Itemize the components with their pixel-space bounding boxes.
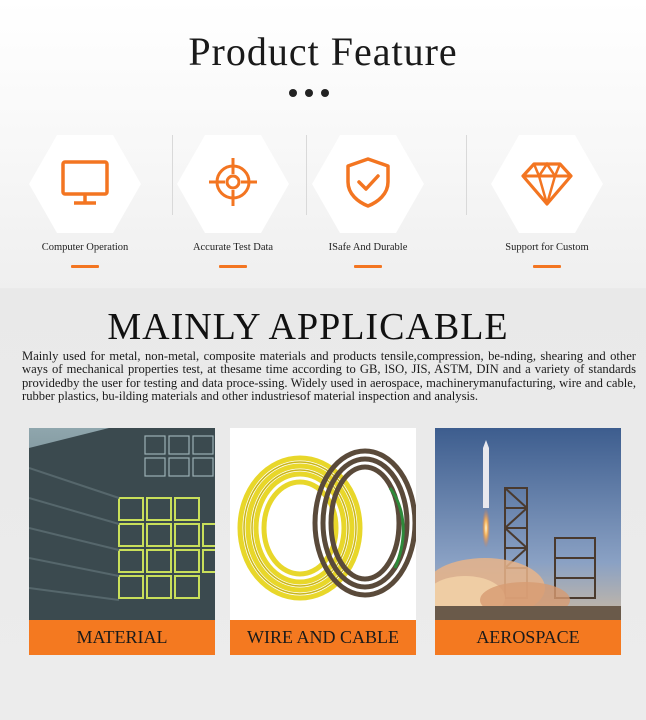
card-material: [29, 428, 215, 656]
crosshair-icon: [205, 154, 261, 210]
dot: [305, 89, 313, 97]
shield-check-icon: [340, 154, 396, 210]
aerospace-image: [435, 428, 621, 620]
feature-underline: [71, 265, 99, 268]
card-label: MATERIAL: [29, 620, 215, 655]
dot: [321, 89, 329, 97]
card-wire-and-cable: [230, 428, 416, 656]
hexagon-badge: [29, 135, 141, 233]
monitor-icon: [57, 154, 113, 210]
hexagon-badge: [312, 135, 424, 233]
feature-title: Product Feature: [188, 29, 458, 74]
feature-support-for-custom: [472, 135, 622, 275]
feature-computer-operation: [10, 135, 160, 275]
wire-cable-image: [230, 428, 416, 620]
card-aerospace: [435, 428, 621, 656]
material-image: [29, 428, 215, 620]
title-dots: [289, 89, 359, 97]
hexagon-badge: [177, 135, 289, 233]
product-feature-section: [0, 0, 646, 288]
feature-underline: [219, 265, 247, 268]
applicable-title: MAINLY APPLICABLE: [107, 306, 509, 348]
feature-label: Support for Custom: [505, 242, 589, 253]
card-label: WIRE AND CABLE: [230, 620, 416, 655]
dot: [289, 89, 297, 97]
feature-accurate-test-data: [158, 135, 308, 275]
feature-label: ISafe And Durable: [328, 242, 408, 253]
diamond-icon: [519, 154, 575, 210]
card-label: AEROSPACE: [435, 620, 621, 655]
feature-underline: [354, 265, 382, 268]
feature-underline: [533, 265, 561, 268]
feature-safe-and-durable: [293, 135, 443, 275]
applicable-description: Mainly used for metal, non-metal, composite materials and products tensile,compression, be-nding, shearing and other ways of mechanical properties test, at thesame time according to GB, lSO, JIS, ASTM, DIN and a variety of standards providedby the user for testing and data proce-ssing. Widely used in aerospace, machinerymanufacturing, wire and cable, rubber plastics, bu-ilding materials and other industriesof material inspection and analysis.: [22, 349, 636, 404]
feature-label: Computer Operation: [41, 242, 129, 253]
feature-label: Accurate Test Data: [192, 242, 274, 253]
divider: [466, 135, 467, 215]
hexagon-badge: [491, 135, 603, 233]
